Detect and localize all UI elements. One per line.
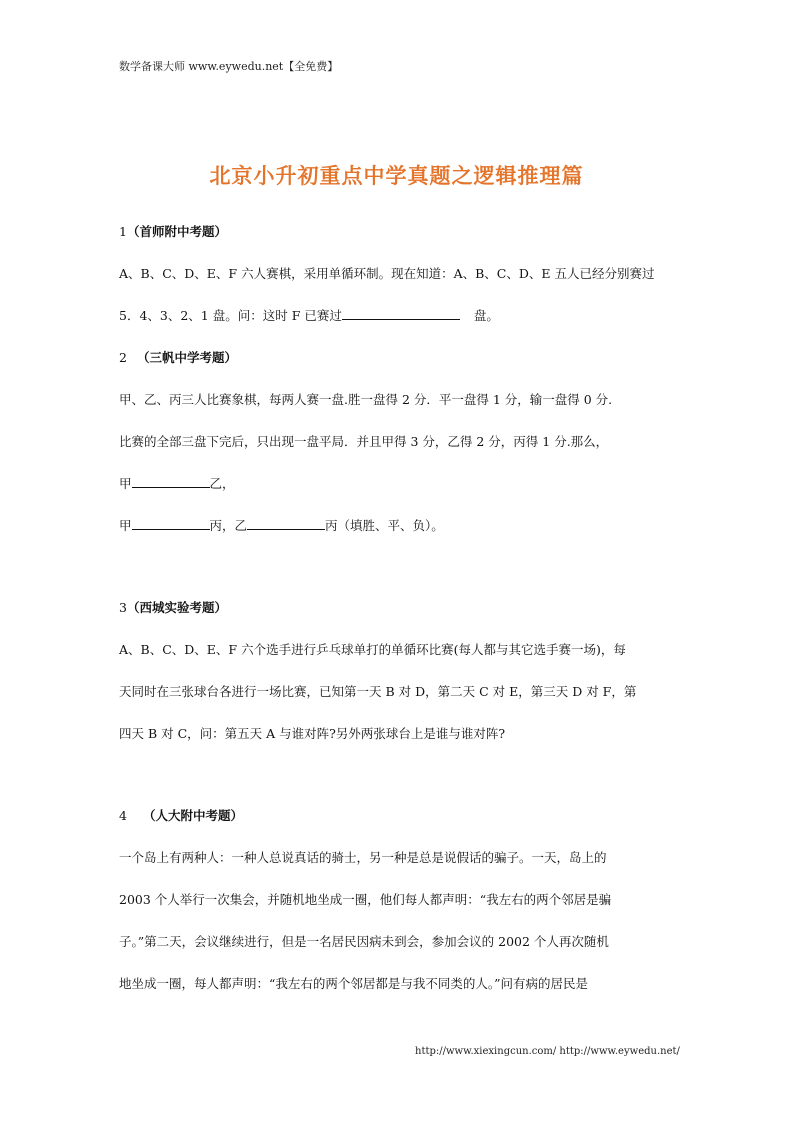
question-number: 1 bbox=[119, 224, 127, 239]
question-3-line-1: A、B、C、D、E、F 六个选手进行乒乓球单打的单循环比赛(每人都与其它选手赛一场)，每 bbox=[119, 642, 626, 657]
question-4-heading bbox=[119, 806, 243, 824]
question-3-line-3: 四天 B 对 C，问：第五天 A 与谁对阵?另外两张球台上是谁与谁对阵? bbox=[119, 726, 506, 741]
question-2-line-2: 比赛的全部三盘下完后，只出现一盘平局．并且甲得 3 分，乙得 2 分，丙得 1 分.那么， bbox=[119, 434, 609, 449]
question-3-heading bbox=[119, 598, 227, 616]
text-segment: 甲 bbox=[119, 476, 132, 491]
question-1-heading bbox=[119, 222, 227, 240]
question-4-line-3: 子。”第二天，会议继续进行，但是一名居民因病未到会，参加会议的 2002 个人再次随机 bbox=[119, 934, 609, 949]
question-number: 2 bbox=[119, 350, 127, 365]
answer-blank[interactable] bbox=[342, 307, 460, 320]
text-segment: 乙， bbox=[209, 476, 235, 491]
question-2-heading bbox=[119, 348, 237, 366]
text-segment: 盘。 bbox=[473, 308, 499, 323]
answer-blank[interactable] bbox=[247, 517, 325, 530]
text-segment: 5．4、3、2、1 盘。问：这时 F 已赛过 bbox=[119, 308, 342, 323]
page-title: 北京小升初重点中学真题之逻辑推理篇 bbox=[209, 164, 584, 188]
page-footer: http://www.xiexingcun.com/ http://www.eywedu.net/ bbox=[415, 1046, 680, 1057]
question-2-line-4 bbox=[119, 516, 444, 534]
question-1-line-1: A、B、C、D、E、F 六人赛棋，采用单循环制。现在知道：A、B、C、D、E 五人已经分别赛过 bbox=[119, 266, 655, 281]
question-source: （人大附中考题） bbox=[142, 808, 243, 823]
question-number: 3 bbox=[119, 600, 127, 615]
answer-blank[interactable] bbox=[132, 475, 210, 488]
question-source: （三帆中学考题） bbox=[136, 350, 237, 365]
question-1-line-2 bbox=[119, 306, 499, 324]
question-3-line-2: 天同时在三张球台各进行一场比赛，已知第一天 B 对 D，第二天 C 对 E，第三天 D 对 F，第 bbox=[119, 684, 637, 699]
question-4-line-4: 地坐成一圈，每人都声明：“我左右的两个邻居都是与我不同类的人。”问有病的居民是 bbox=[119, 976, 589, 991]
question-source: （首师附中考题） bbox=[126, 224, 227, 239]
question-4-line-1: 一个岛上有两种人：一种人总说真话的骑士，另一种是总是说假话的骗子。一天，岛上的 bbox=[119, 850, 607, 865]
question-4-line-2: 2003 个人举行一次集会，并随机地坐成一圈，他们每人都声明：“我左右的两个邻居是骗 bbox=[119, 892, 612, 907]
text-segment: 丙（填胜、平、负）。 bbox=[325, 518, 444, 533]
question-number: 4 bbox=[119, 808, 127, 823]
page-header: 数学备课大师 www.eywedu.net【全免费】 bbox=[119, 60, 339, 73]
text-segment: 甲 bbox=[119, 518, 132, 533]
question-2-line-1: 甲、乙、丙三人比赛象棋，每两人赛一盘.胜一盘得 2 分．平一盘得 1 分，输一盘得 0 分. bbox=[119, 392, 613, 407]
question-2-line-3 bbox=[119, 474, 235, 492]
answer-blank[interactable] bbox=[132, 517, 210, 530]
text-segment: 丙，乙 bbox=[209, 518, 248, 533]
question-source: （西城实验考题） bbox=[126, 600, 227, 615]
